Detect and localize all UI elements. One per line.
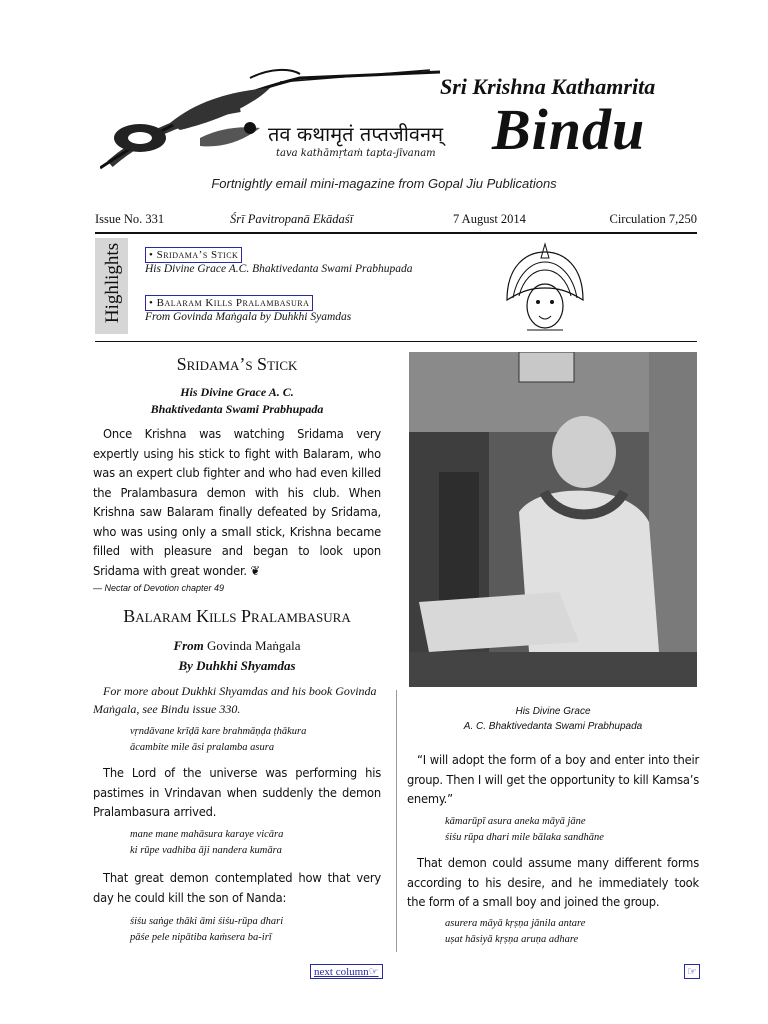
- column-divider: [396, 690, 397, 952]
- highlight-link-2[interactable]: • Balaram Kills Pralambasura: [145, 295, 313, 311]
- verse-block-3: [130, 914, 390, 946]
- article2-intro: For more about Dukhki Shyamdas and his book Govinda Maṅgala, see Bindu issue 330.: [93, 684, 377, 716]
- book-name: Govinda Maṅgala: [207, 638, 301, 653]
- right-verse-block-2: [445, 916, 695, 948]
- from-label: From: [173, 638, 204, 653]
- article2-para1: The Lord of the universe was performing his pastimes in Vrindavan when suddenly the demon Pralambasura arrived.: [93, 766, 381, 820]
- article1-byline: [93, 384, 381, 418]
- pointing-hand-icon[interactable]: ☞: [687, 965, 697, 978]
- issue-circulation: Circulation 7,250: [609, 212, 697, 226]
- verse-line: ki rūpe vadhiba āji nandera kumāra: [130, 845, 282, 856]
- verse-line: pāśe pele nipātiba kaṁsera ba-irī: [130, 932, 272, 943]
- issue-date: 7 August 2014: [453, 212, 526, 226]
- issue-day: Śrī Pavitropanā Ekādaśī: [230, 212, 354, 226]
- prabhupada-photo: [409, 352, 697, 687]
- highlight-sub-1: His Divine Grace A.C. Bhaktivedanta Swami Prabhupada: [145, 263, 413, 275]
- top-rule: [95, 232, 697, 234]
- magazine-title: Bindu: [492, 97, 646, 162]
- article1-body-text: Once Krishna was watching Sridama very expertly using his stick to fight with Balaram, who was an expert club fighter and who had even killed the Pralambasura demon with his club. When Krishna saw Balaram finally defeated by Sridama, who was using only a small stick, Krishna became filled with pleasure and began to look upon Sridama with great wonder.: [93, 427, 381, 579]
- tagline: Fortnightly email mini-magazine from Gopal Jiu Publications: [211, 176, 557, 191]
- right-quote: “I will adopt the form of a boy and enter into their group. Then I will get the opportunity to kill Kamsa’s enemy.”: [407, 753, 699, 807]
- verse-line: ācambite mile āsi pralamba asura: [130, 742, 275, 753]
- article1-byline-line1: His Divine Grace A. C.: [180, 385, 294, 399]
- article1-source: — Nectar of Devotion chapter 49: [93, 583, 225, 593]
- article1-body: [93, 425, 381, 581]
- highlights-label: Highlights: [102, 242, 123, 324]
- next-page-button[interactable]: [684, 964, 700, 979]
- right-verse-block-1: [445, 814, 695, 846]
- verse-line: mane mane mahāsura karaye vicāra: [130, 829, 284, 840]
- highlight-link-1[interactable]: • Sridama’s Stick: [145, 247, 242, 263]
- verse-line: vṛndāvane krīḍā kare brahmāṇḍa ṭhākura: [130, 726, 307, 737]
- verse-line: śiśu saṅge thāki āmi śiśu-rūpa dhari: [130, 916, 284, 927]
- article1-byline-line2: Bhaktivedanta Swami Prabhupada: [150, 402, 324, 416]
- next-column-link[interactable]: [310, 964, 383, 979]
- highlights-rule: [95, 341, 697, 342]
- series-title: Sri Krishna Kathamrita: [440, 74, 656, 99]
- caption-line1: His Divine Grace: [515, 706, 591, 717]
- verse-block-2: [130, 827, 390, 859]
- highlights-tab: [95, 238, 128, 334]
- next-column-label[interactable]: next column: [314, 966, 369, 978]
- deity-emblem: [497, 240, 593, 334]
- caption-line2: A. C. Bhaktivedanta Swami Prabhupada: [463, 721, 643, 732]
- end-mark-icon: ❦: [250, 563, 260, 579]
- verse-line: asurera māyā kṛṣṇa jānila antare: [445, 918, 586, 929]
- verse-line: uṣat hāsiyā kṛṣṇa aruṇa adhare: [445, 934, 579, 945]
- issue-number: Issue No. 331: [95, 212, 165, 226]
- right-para: That demon could assume many different forms according to his desire, and he immediately took the form of a small boy and joined the group.: [407, 856, 699, 910]
- article2-author: By Duhkhi Shyamdas: [178, 658, 296, 673]
- verse-block-1: [130, 724, 390, 756]
- article2-title: Balaram Kills Pralambasura: [123, 606, 351, 626]
- photo-caption: [409, 704, 697, 734]
- highlight-item-1[interactable]: [145, 243, 242, 262]
- verse-line: kāmarūpī asura aneka māyā jāne: [445, 816, 586, 827]
- devanagari-motto: तव कथामृतं तप्तजीवनम्: [268, 122, 444, 146]
- highlight-sub-2: From Govinda Maṅgala by Duhkhi Syamdas: [145, 311, 352, 323]
- verse-line: śiśu rūpa dhari mile bālaka sandhāne: [445, 832, 604, 843]
- article2-para2: That great demon contemplated how that very day he could kill the son of Nanda:: [93, 871, 381, 906]
- motto-transliteration: tava kathāmṛtaṁ tapta-jīvanam: [276, 148, 436, 159]
- article1-title: Sridama’s Stick: [176, 354, 298, 374]
- pointing-hand-icon[interactable]: ☞: [368, 966, 379, 978]
- article2-byline: [93, 636, 381, 676]
- highlight-item-2[interactable]: [145, 291, 313, 310]
